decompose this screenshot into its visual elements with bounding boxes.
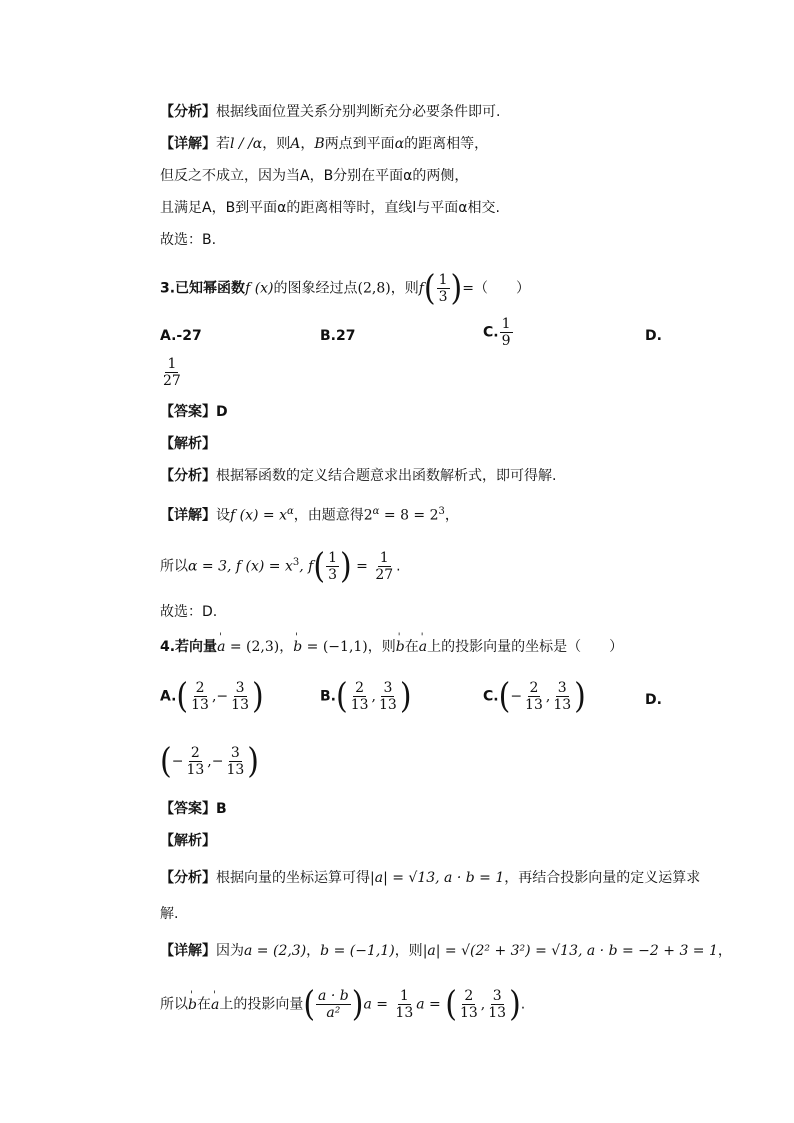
text: ，则 <box>394 943 423 959</box>
numerator: 1 <box>167 356 177 372</box>
denominator: 13 <box>231 697 249 713</box>
denominator: 27 <box>375 567 394 583</box>
denominator: 13 <box>488 1005 507 1021</box>
text: ，则 <box>262 136 291 152</box>
q3-answer: 【答案】D <box>160 404 228 420</box>
numerator: 2 <box>464 988 474 1004</box>
fraction <box>349 680 371 713</box>
denominator: 13 <box>525 697 543 713</box>
math-expr: = (2,3)， <box>225 639 294 655</box>
fraction <box>184 745 206 778</box>
math-expr: a = <box>363 996 393 1013</box>
q2-detail-line-3: 且满足A，B到平面α的距离相等时，直线l与平面α相交. <box>160 200 500 216</box>
vector-b: ' b <box>293 637 302 657</box>
q3-so-line <box>160 545 401 587</box>
denominator: 9 <box>501 333 511 349</box>
minus-sign: − <box>171 753 184 770</box>
fraction <box>551 680 573 713</box>
q3-jiexi: 【解析】 <box>160 436 216 452</box>
text: 若 <box>216 136 230 152</box>
numerator: 2 <box>355 680 365 696</box>
fraction <box>189 680 211 713</box>
q3-detail-line <box>160 502 459 526</box>
q4-option-c <box>483 675 586 717</box>
math-expr: = 8 = 2 <box>379 507 439 524</box>
fraction <box>500 316 513 349</box>
math-expr: |a| = √13, a · b = 1 <box>370 870 505 886</box>
q4-option-d-label: D. <box>645 692 662 708</box>
q3-stem <box>160 267 530 309</box>
q4-analysis-line <box>160 868 700 888</box>
math-expr: , f <box>299 558 314 575</box>
q2-analysis-line <box>160 102 500 122</box>
math-expr: = <box>351 558 373 575</box>
math-expr: (2,8) <box>357 280 391 297</box>
q4-stem <box>160 637 623 657</box>
numerator: 3 <box>492 988 502 1004</box>
analysis-label: 【分析】 <box>160 870 216 886</box>
q3-answer-line: 故选：D. <box>160 604 218 620</box>
denominator: 13 <box>553 697 572 713</box>
detail-label: 【详解】 <box>160 943 216 959</box>
exponent: 3 <box>292 556 300 568</box>
fraction <box>229 680 251 713</box>
fraction <box>458 988 480 1021</box>
paren-right: ) <box>399 675 412 717</box>
text: ， <box>300 136 315 152</box>
numerator: 1 <box>501 316 511 332</box>
math-expr: f (x) <box>245 280 274 297</box>
math-var: f <box>418 280 424 297</box>
separator: ,− <box>207 753 224 770</box>
text: 上的投影向量的坐标是（ ） <box>427 639 624 655</box>
q2-detail-line-2: 但反之不成立，因为当A，B分别在平面α的两侧， <box>160 168 469 184</box>
q3-option-b: B.27 <box>320 328 356 344</box>
text: 因为 <box>216 943 244 959</box>
paren-left: ( <box>336 675 348 717</box>
paren-right: ) <box>339 545 352 587</box>
text: 设 <box>216 507 230 524</box>
fraction <box>326 550 339 583</box>
math-expr: a = (2,3) <box>244 943 307 959</box>
math-expr: a = <box>416 996 446 1013</box>
q3-option-c <box>483 316 514 349</box>
denominator: 13 <box>395 1005 414 1021</box>
analysis-label: 【分析】 <box>160 468 216 484</box>
separator: , <box>545 688 551 705</box>
denominator: 13 <box>350 697 369 713</box>
analysis-text: 根据幂函数的定义结合题意求出函数解析式，即可得解. <box>216 468 557 484</box>
q3-analysis-line <box>160 466 556 486</box>
math-expr: = (−1,1)，则 <box>302 639 396 655</box>
text: 上的投影向量 <box>219 996 304 1013</box>
q4-answer: 【答案】B <box>160 801 227 817</box>
numerator: 1 <box>328 550 337 566</box>
option-label: C. <box>483 324 499 341</box>
exponent: α <box>372 506 380 517</box>
paren-left: ( <box>313 545 326 587</box>
fraction <box>486 988 508 1021</box>
denominator: a² <box>326 1005 341 1021</box>
paren-right: ) <box>450 267 463 309</box>
text: 的图象经过点 <box>273 280 358 297</box>
math-var: α <box>394 136 405 152</box>
q3-option-d-value <box>160 356 184 389</box>
math-expr: |a| = √(2² + 3²) = √13, a · b = −2 + 3 = 1 <box>422 943 718 959</box>
q4-option-b <box>320 675 412 717</box>
paren-left: ( <box>423 267 436 309</box>
text: 的距离相等， <box>404 136 489 152</box>
fraction <box>523 680 545 713</box>
q4-analysis-line-2: 解. <box>160 906 179 922</box>
analysis-text: 根据线面位置关系分别判断充分必要条件即可. <box>216 104 501 120</box>
paren-right: ) <box>509 983 521 1025</box>
q4-option-d-value <box>160 740 260 782</box>
fraction <box>224 745 246 778</box>
numerator: 2 <box>190 745 200 761</box>
text: 所以 <box>160 996 188 1013</box>
denominator: 13 <box>191 697 209 713</box>
q3-option-d-label: D. <box>645 328 662 344</box>
fraction <box>377 680 399 713</box>
analysis-label: 【分析】 <box>160 104 216 120</box>
separator: , <box>371 688 376 705</box>
denominator: 13 <box>459 1005 478 1021</box>
paren-left: ( <box>160 740 172 782</box>
q2-answer-line: 故选：B. <box>160 232 217 248</box>
q3-option-a: A.-27 <box>160 328 202 344</box>
detail-label: 【详解】 <box>160 507 216 524</box>
exponent: α <box>286 506 294 517</box>
math-expr: 2 <box>363 507 373 524</box>
numerator: 1 <box>379 550 389 566</box>
paren-left: ( <box>303 983 316 1025</box>
detail-label: 【详解】 <box>160 136 216 152</box>
vector-b: ' b <box>396 637 405 657</box>
numerator: 3 <box>235 680 245 696</box>
vector-a: ' a <box>211 995 219 1015</box>
question-number-text: 4.若向量 <box>160 639 218 655</box>
paren-left: ( <box>445 983 457 1025</box>
text: ，再结合投影向量的定义运算求 <box>504 870 701 886</box>
denominator: 13 <box>186 762 205 778</box>
paren-right: ) <box>251 675 264 717</box>
math-expr: f (x) = x <box>230 507 287 524</box>
text: . <box>396 558 401 575</box>
q4-detail-line <box>160 941 732 961</box>
text: 根据向量的坐标运算可得 <box>216 870 370 886</box>
numerator: 3 <box>557 680 567 696</box>
math-expr: α = 3, f (x) = x <box>188 558 293 575</box>
q4-jiexi: 【解析】 <box>160 833 216 849</box>
numerator: 1 <box>399 988 409 1004</box>
denominator: 13 <box>226 762 245 778</box>
q4-option-a <box>160 675 264 717</box>
text: =（ ） <box>462 280 530 297</box>
fraction <box>373 550 395 583</box>
text: 在 <box>196 996 211 1013</box>
text: 所以 <box>160 558 188 575</box>
text: ，由题意得 <box>293 507 364 524</box>
option-label: A. <box>160 688 177 705</box>
numerator: 1 <box>438 272 448 288</box>
numerator: 3 <box>230 745 240 761</box>
option-label: B. <box>320 688 336 705</box>
text: 在 <box>404 639 419 655</box>
numerator: 2 <box>529 680 539 696</box>
math-var: B <box>314 136 325 152</box>
paren-left: ( <box>176 675 189 717</box>
denominator: 27 <box>163 373 181 389</box>
vector-b: ' b <box>188 995 197 1015</box>
question-number-text: 3.已知幂函数 <box>160 280 246 297</box>
paren-right: ) <box>247 740 260 782</box>
numerator: 3 <box>383 680 393 696</box>
text: ， <box>444 507 459 524</box>
vector-a: ' a <box>419 637 427 657</box>
fraction <box>316 988 351 1021</box>
math-expr: b = (−1,1) <box>320 943 395 959</box>
denominator: 3 <box>328 567 337 583</box>
vector-a: ' a <box>217 637 225 657</box>
math-var: A <box>290 136 301 152</box>
text: . <box>520 996 526 1013</box>
paren-right: ) <box>574 675 586 717</box>
option-label: C. <box>483 688 499 705</box>
fraction <box>437 272 450 305</box>
paren-left: ( <box>498 675 511 717</box>
text: ， <box>717 943 732 959</box>
text: ， <box>306 943 321 959</box>
separator: , <box>480 996 486 1013</box>
paren-right: ) <box>351 983 364 1025</box>
q2-detail-line-1 <box>160 134 488 154</box>
denominator: 13 <box>379 697 397 713</box>
fraction <box>161 356 183 389</box>
math-expr: l / /α <box>230 136 263 152</box>
text: ，则 <box>390 280 419 297</box>
minus-sign: − <box>510 688 523 705</box>
separator: ,− <box>211 688 229 705</box>
exponent: 3 <box>438 506 445 517</box>
denominator: 3 <box>438 289 448 305</box>
fraction <box>393 988 415 1021</box>
text: 两点到平面 <box>324 136 395 152</box>
numerator: 2 <box>195 680 205 696</box>
q4-so-line <box>160 983 526 1025</box>
numerator: a · b <box>318 988 349 1004</box>
